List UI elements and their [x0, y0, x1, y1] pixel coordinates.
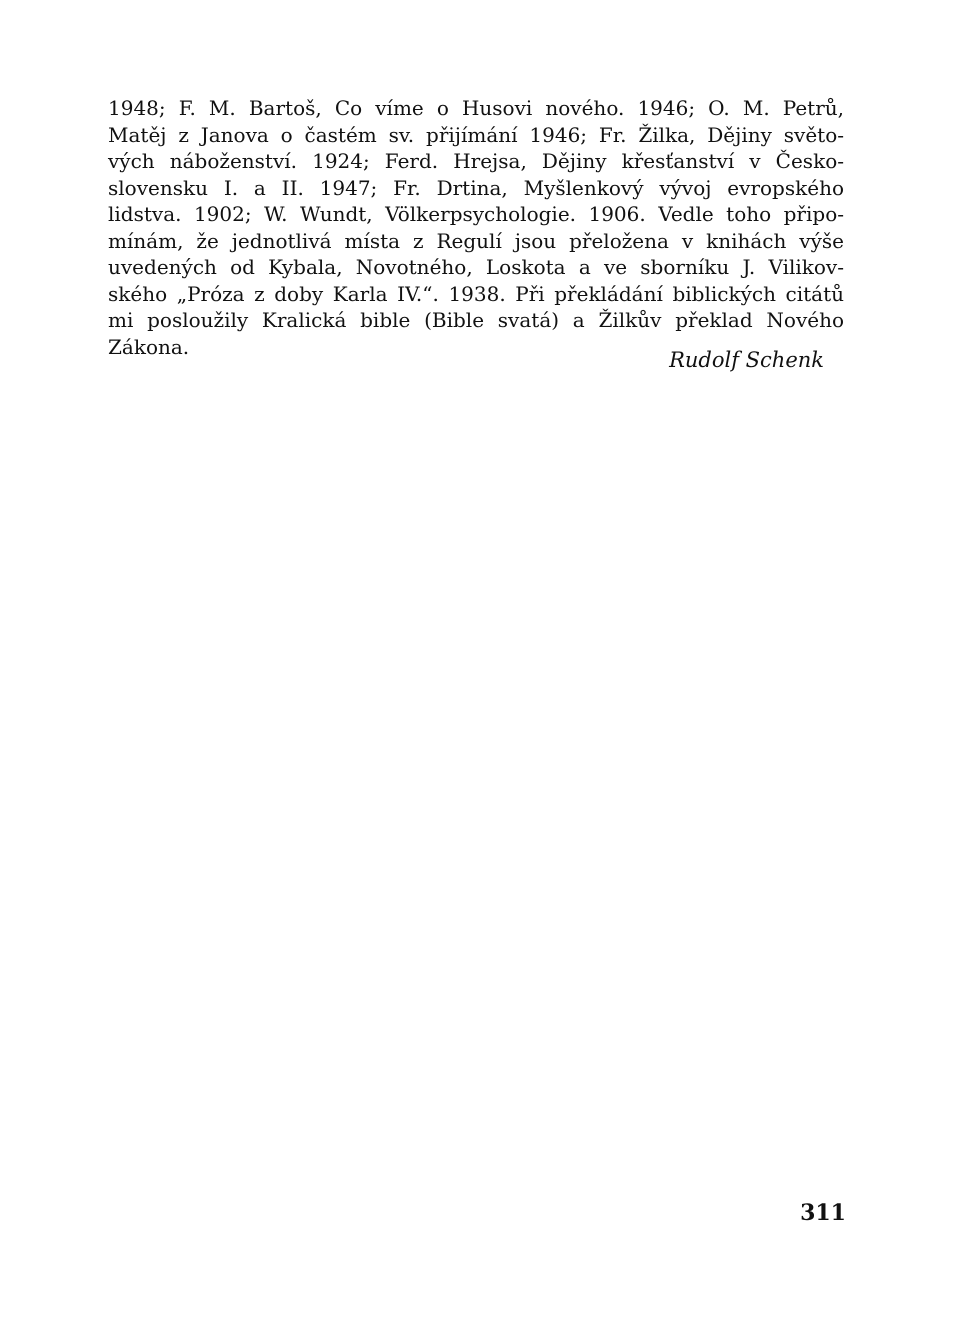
author-signature: Rudolf Schenk [669, 348, 824, 372]
body-line-9: mi posloužily Kralická bible (Bible svatá) a Žilkův překlad Nového [108, 308, 844, 332]
body-paragraph [108, 95, 844, 360]
body-line-6: mínám, že jednotlivá místa z Regulí jsou přeložena v knihách výše [108, 228, 844, 253]
body-line-2: Matěj z Janova o častém sv. přijímání 1946; Fr. Žilka, Dějiny světo- [108, 122, 844, 147]
body-line-4: slovensku I. a II. 1947; Fr. Drtina, Myšlenkový vývoj evropského [108, 175, 844, 200]
body-line-3: vých náboženství. 1924; Ferd. Hrejsa, Dějiny křesťanství v Česko- [108, 149, 844, 173]
body-line-5: lidstva. 1902; W. Wundt, Völkerpsychologie. 1906. Vedle toho připo- [108, 202, 844, 226]
body-line-8: ského „Próza z doby Karla IV.“. 1938. Při překládání biblických citátů [108, 281, 844, 306]
page-number: 311 [800, 1200, 846, 1226]
body-line-1: 1948; F. M. Bartoš, Co víme o Husovi nového. 1946; O. M. Petrů, [108, 96, 844, 120]
body-line-10: Zákona. [108, 334, 190, 359]
body-line-7: uvedených od Kybala, Novotného, Loskota a ve sborníku J. Vilikov- [108, 255, 844, 279]
